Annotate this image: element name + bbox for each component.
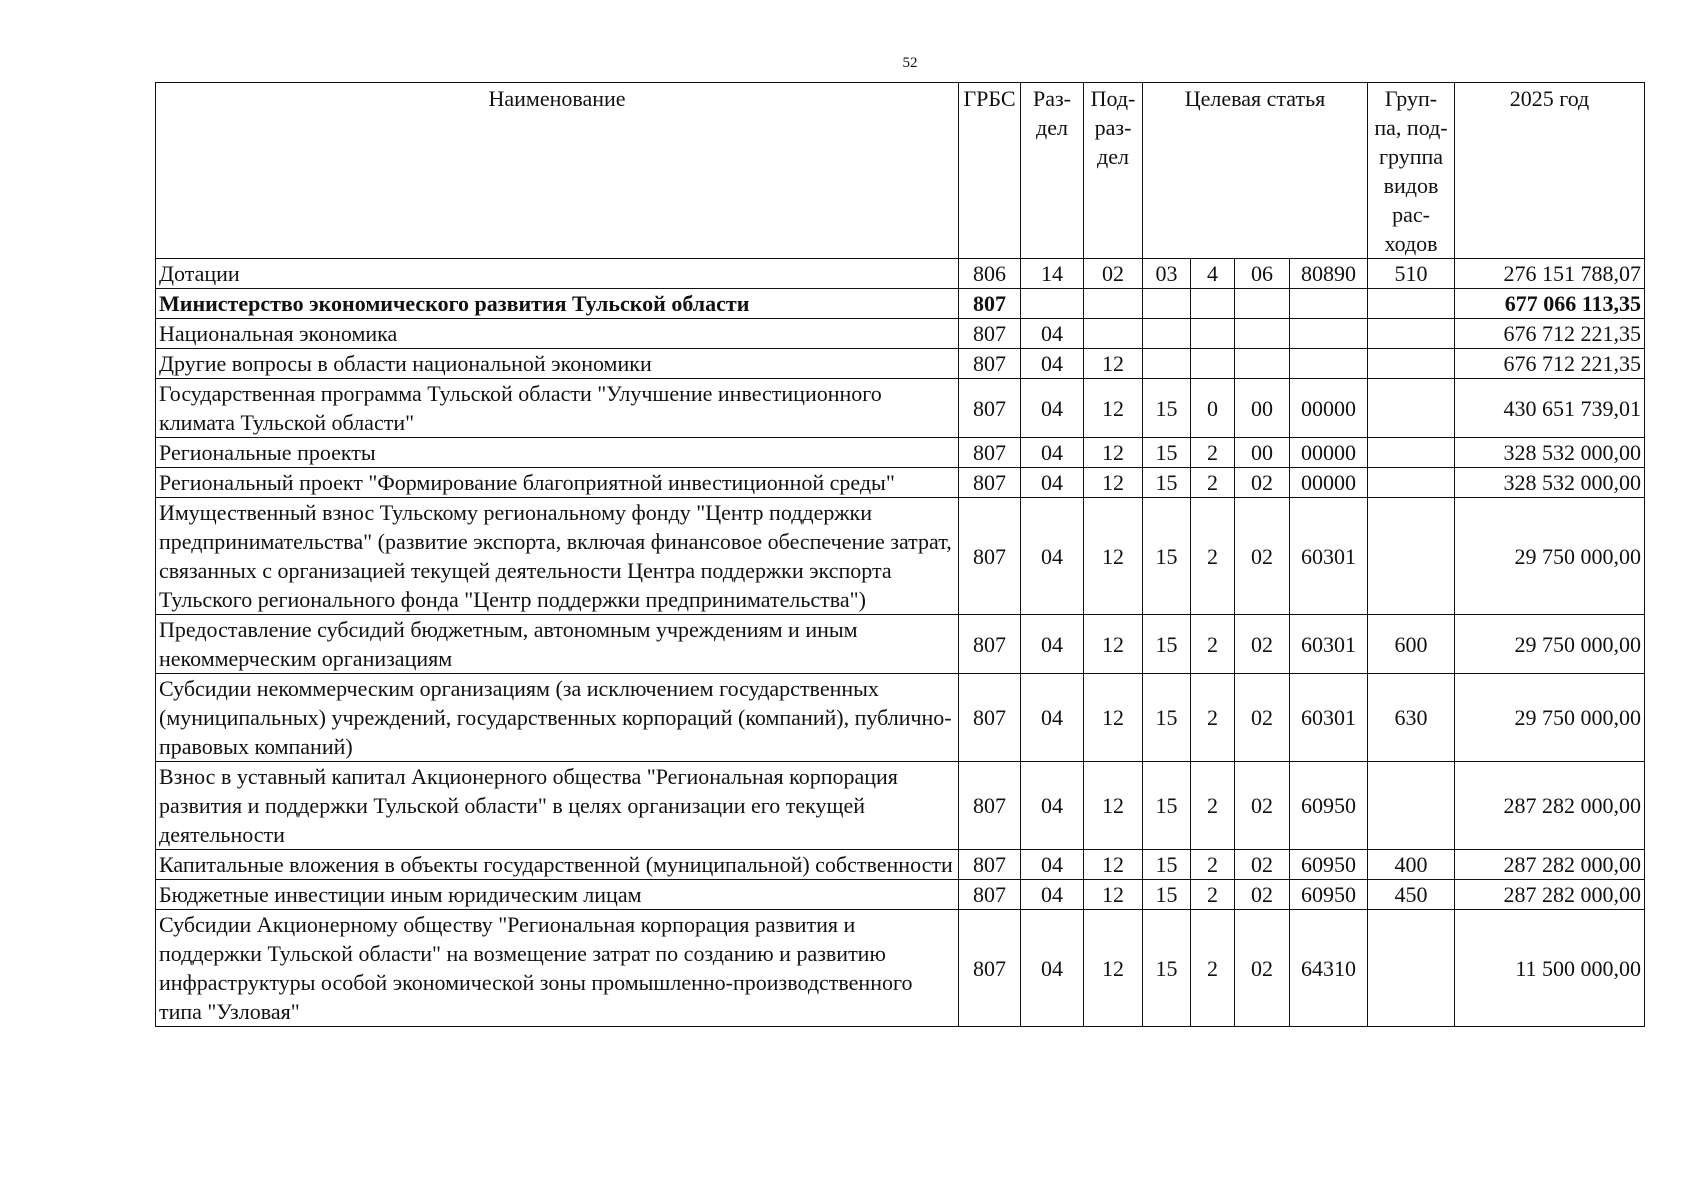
cell-grbs: 807 — [959, 615, 1021, 674]
cell-target-type: 2 — [1191, 615, 1235, 674]
cell-amount: 11 500 000,00 — [1455, 910, 1645, 1027]
cell-podrazdel: 12 — [1084, 910, 1143, 1027]
cell-razdel: 04 — [1021, 880, 1084, 910]
cell-grbs: 806 — [959, 259, 1021, 289]
cell-podrazdel: 12 — [1084, 349, 1143, 379]
cell-amount: 677 066 113,35 — [1455, 289, 1645, 319]
cell-name: Предоставление субсидий бюджетным, автономным учреждениям и иным некоммерческим организациям — [156, 615, 959, 674]
cell-target-direction — [1290, 289, 1368, 319]
cell-grbs: 807 — [959, 910, 1021, 1027]
cell-podrazdel: 02 — [1084, 259, 1143, 289]
cell-target-subprogram — [1235, 289, 1290, 319]
cell-amount: 29 750 000,00 — [1455, 498, 1645, 615]
table-row — [156, 615, 1645, 674]
cell-grbs: 807 — [959, 379, 1021, 438]
budget-table — [155, 82, 1645, 1027]
cell-target-type: 2 — [1191, 910, 1235, 1027]
cell-grbs: 807 — [959, 438, 1021, 468]
cell-grbs: 807 — [959, 468, 1021, 498]
cell-target-program: 15 — [1143, 674, 1191, 762]
cell-target-direction: 60950 — [1290, 850, 1368, 880]
cell-expense-group — [1368, 468, 1455, 498]
cell-amount: 29 750 000,00 — [1455, 615, 1645, 674]
cell-grbs: 807 — [959, 289, 1021, 319]
cell-target-direction — [1290, 319, 1368, 349]
table-row — [156, 850, 1645, 880]
cell-amount: 676 712 221,35 — [1455, 319, 1645, 349]
cell-amount: 676 712 221,35 — [1455, 349, 1645, 379]
cell-target-program: 15 — [1143, 615, 1191, 674]
cell-target-subprogram: 02 — [1235, 850, 1290, 880]
cell-podrazdel: 12 — [1084, 468, 1143, 498]
cell-podrazdel: 12 — [1084, 498, 1143, 615]
cell-amount: 328 532 000,00 — [1455, 438, 1645, 468]
cell-grbs: 807 — [959, 880, 1021, 910]
cell-name: Дотации — [156, 259, 959, 289]
cell-target-program — [1143, 289, 1191, 319]
cell-target-direction: 80890 — [1290, 259, 1368, 289]
cell-expense-group: 450 — [1368, 880, 1455, 910]
table-row — [156, 319, 1645, 349]
cell-amount: 287 282 000,00 — [1455, 880, 1645, 910]
cell-target-subprogram: 02 — [1235, 674, 1290, 762]
cell-target-program — [1143, 319, 1191, 349]
cell-target-type: 2 — [1191, 468, 1235, 498]
cell-target-type: 2 — [1191, 674, 1235, 762]
cell-expense-group — [1368, 762, 1455, 850]
cell-name: Министерство экономического развития Тульской области — [156, 289, 959, 319]
cell-name: Бюджетные инвестиции иным юридическим лицам — [156, 880, 959, 910]
cell-target-subprogram: 02 — [1235, 615, 1290, 674]
cell-target-direction: 00000 — [1290, 468, 1368, 498]
cell-grbs: 807 — [959, 674, 1021, 762]
cell-target-type: 4 — [1191, 259, 1235, 289]
cell-name: Субсидии некоммерческим организациям (за исключением государственных (муниципальных) учреждений, государственных корпораций (компаний), публично-правовых компаний) — [156, 674, 959, 762]
cell-target-subprogram: 02 — [1235, 762, 1290, 850]
header-row — [156, 83, 1645, 259]
cell-podrazdel: 12 — [1084, 850, 1143, 880]
cell-amount: 328 532 000,00 — [1455, 468, 1645, 498]
cell-razdel: 04 — [1021, 319, 1084, 349]
cell-razdel: 04 — [1021, 615, 1084, 674]
cell-podrazdel: 12 — [1084, 438, 1143, 468]
cell-target-direction: 64310 — [1290, 910, 1368, 1027]
cell-name: Взнос в уставный капитал Акционерного общества "Региональная корпорация развития и поддержки Тульской области" в целях организации его текущей деятельности — [156, 762, 959, 850]
cell-razdel — [1021, 289, 1084, 319]
table-row — [156, 880, 1645, 910]
cell-razdel: 04 — [1021, 349, 1084, 379]
cell-target-program: 15 — [1143, 438, 1191, 468]
cell-target-subprogram: 00 — [1235, 379, 1290, 438]
table-row — [156, 259, 1645, 289]
table-row — [156, 349, 1645, 379]
cell-podrazdel: 12 — [1084, 880, 1143, 910]
cell-name: Капитальные вложения в объекты государственной (муниципальной) собственности — [156, 850, 959, 880]
cell-target-subprogram: 02 — [1235, 910, 1290, 1027]
cell-expense-group: 630 — [1368, 674, 1455, 762]
table-row — [156, 438, 1645, 468]
table-body — [156, 259, 1645, 1027]
cell-expense-group — [1368, 379, 1455, 438]
cell-target-subprogram: 06 — [1235, 259, 1290, 289]
cell-expense-group — [1368, 498, 1455, 615]
header-grbs: ГРБС — [959, 83, 1021, 259]
cell-razdel: 04 — [1021, 910, 1084, 1027]
table-row — [156, 762, 1645, 850]
cell-target-program: 03 — [1143, 259, 1191, 289]
header-expense-group: Груп- па, под- группа видов рас- ходов — [1368, 83, 1455, 259]
cell-name: Имущественный взнос Тульскому региональному фонду "Центр поддержки предпринимательства" (развитие экспорта, включая финансовое обеспечение затрат, связанных с организацией текущей деятельности Центра поддержки экспорта Тульского регионального фонда "Центр поддержки предпринимательства") — [156, 498, 959, 615]
cell-grbs: 807 — [959, 319, 1021, 349]
cell-target-subprogram: 02 — [1235, 880, 1290, 910]
cell-podrazdel — [1084, 289, 1143, 319]
cell-target-type: 0 — [1191, 379, 1235, 438]
cell-name: Региональные проекты — [156, 438, 959, 468]
cell-expense-group — [1368, 289, 1455, 319]
cell-podrazdel — [1084, 319, 1143, 349]
cell-grbs: 807 — [959, 850, 1021, 880]
header-name: Наименование — [156, 83, 959, 259]
cell-razdel: 04 — [1021, 379, 1084, 438]
cell-razdel: 04 — [1021, 762, 1084, 850]
cell-target-program: 15 — [1143, 498, 1191, 615]
cell-target-type: 2 — [1191, 762, 1235, 850]
cell-razdel: 04 — [1021, 850, 1084, 880]
cell-amount: 430 651 739,01 — [1455, 379, 1645, 438]
cell-amount: 287 282 000,00 — [1455, 850, 1645, 880]
cell-target-direction: 60950 — [1290, 762, 1368, 850]
cell-name: Другие вопросы в области национальной экономики — [156, 349, 959, 379]
cell-target-type: 2 — [1191, 498, 1235, 615]
cell-target-type — [1191, 319, 1235, 349]
cell-target-type: 2 — [1191, 880, 1235, 910]
cell-target-subprogram — [1235, 349, 1290, 379]
cell-target-program: 15 — [1143, 850, 1191, 880]
cell-target-direction: 00000 — [1290, 379, 1368, 438]
cell-target-direction: 60950 — [1290, 880, 1368, 910]
cell-target-type: 2 — [1191, 438, 1235, 468]
header-year: 2025 год — [1455, 83, 1645, 259]
cell-expense-group — [1368, 349, 1455, 379]
cell-grbs: 807 — [959, 762, 1021, 850]
cell-razdel: 14 — [1021, 259, 1084, 289]
cell-podrazdel: 12 — [1084, 674, 1143, 762]
table-row — [156, 674, 1645, 762]
cell-name: Субсидии Акционерному обществу "Региональная корпорация развития и поддержки Тульской области" на возмещение затрат по созданию и развитию инфраструктуры особой экономической зоны промышленно-производственного типа "Узловая" — [156, 910, 959, 1027]
cell-podrazdel: 12 — [1084, 379, 1143, 438]
cell-razdel: 04 — [1021, 498, 1084, 615]
cell-razdel: 04 — [1021, 468, 1084, 498]
cell-expense-group: 600 — [1368, 615, 1455, 674]
cell-target-type — [1191, 349, 1235, 379]
cell-target-direction: 60301 — [1290, 498, 1368, 615]
cell-target-program: 15 — [1143, 379, 1191, 438]
table-row — [156, 910, 1645, 1027]
cell-target-subprogram: 02 — [1235, 468, 1290, 498]
cell-target-subprogram: 02 — [1235, 498, 1290, 615]
cell-expense-group — [1368, 910, 1455, 1027]
cell-podrazdel: 12 — [1084, 762, 1143, 850]
cell-target-direction — [1290, 349, 1368, 379]
cell-target-subprogram: 00 — [1235, 438, 1290, 468]
table-row — [156, 498, 1645, 615]
table-row — [156, 379, 1645, 438]
cell-expense-group: 400 — [1368, 850, 1455, 880]
cell-name: Региональный проект "Формирование благоприятной инвестиционной среды" — [156, 468, 959, 498]
cell-grbs: 807 — [959, 349, 1021, 379]
cell-target-program: 15 — [1143, 880, 1191, 910]
cell-target-type — [1191, 289, 1235, 319]
cell-expense-group — [1368, 319, 1455, 349]
cell-expense-group — [1368, 438, 1455, 468]
cell-target-type: 2 — [1191, 850, 1235, 880]
cell-name: Государственная программа Тульской области "Улучшение инвестиционного климата Тульской области" — [156, 379, 959, 438]
cell-target-subprogram — [1235, 319, 1290, 349]
cell-target-direction: 60301 — [1290, 615, 1368, 674]
header-podrazdel: Под- раз- дел — [1084, 83, 1143, 259]
cell-target-program — [1143, 349, 1191, 379]
cell-target-direction: 00000 — [1290, 438, 1368, 468]
cell-name: Национальная экономика — [156, 319, 959, 349]
cell-target-direction: 60301 — [1290, 674, 1368, 762]
cell-grbs: 807 — [959, 498, 1021, 615]
header-target-article: Целевая статья — [1143, 83, 1368, 259]
cell-expense-group: 510 — [1368, 259, 1455, 289]
cell-target-program: 15 — [1143, 468, 1191, 498]
cell-amount: 29 750 000,00 — [1455, 674, 1645, 762]
cell-target-program: 15 — [1143, 910, 1191, 1027]
page-number: 52 — [902, 55, 918, 71]
cell-razdel: 04 — [1021, 438, 1084, 468]
cell-podrazdel: 12 — [1084, 615, 1143, 674]
table-row — [156, 468, 1645, 498]
cell-razdel: 04 — [1021, 674, 1084, 762]
table-row — [156, 289, 1645, 319]
cell-amount: 276 151 788,07 — [1455, 259, 1645, 289]
cell-target-program: 15 — [1143, 762, 1191, 850]
header-razdel: Раз- дел — [1021, 83, 1084, 259]
cell-amount: 287 282 000,00 — [1455, 762, 1645, 850]
